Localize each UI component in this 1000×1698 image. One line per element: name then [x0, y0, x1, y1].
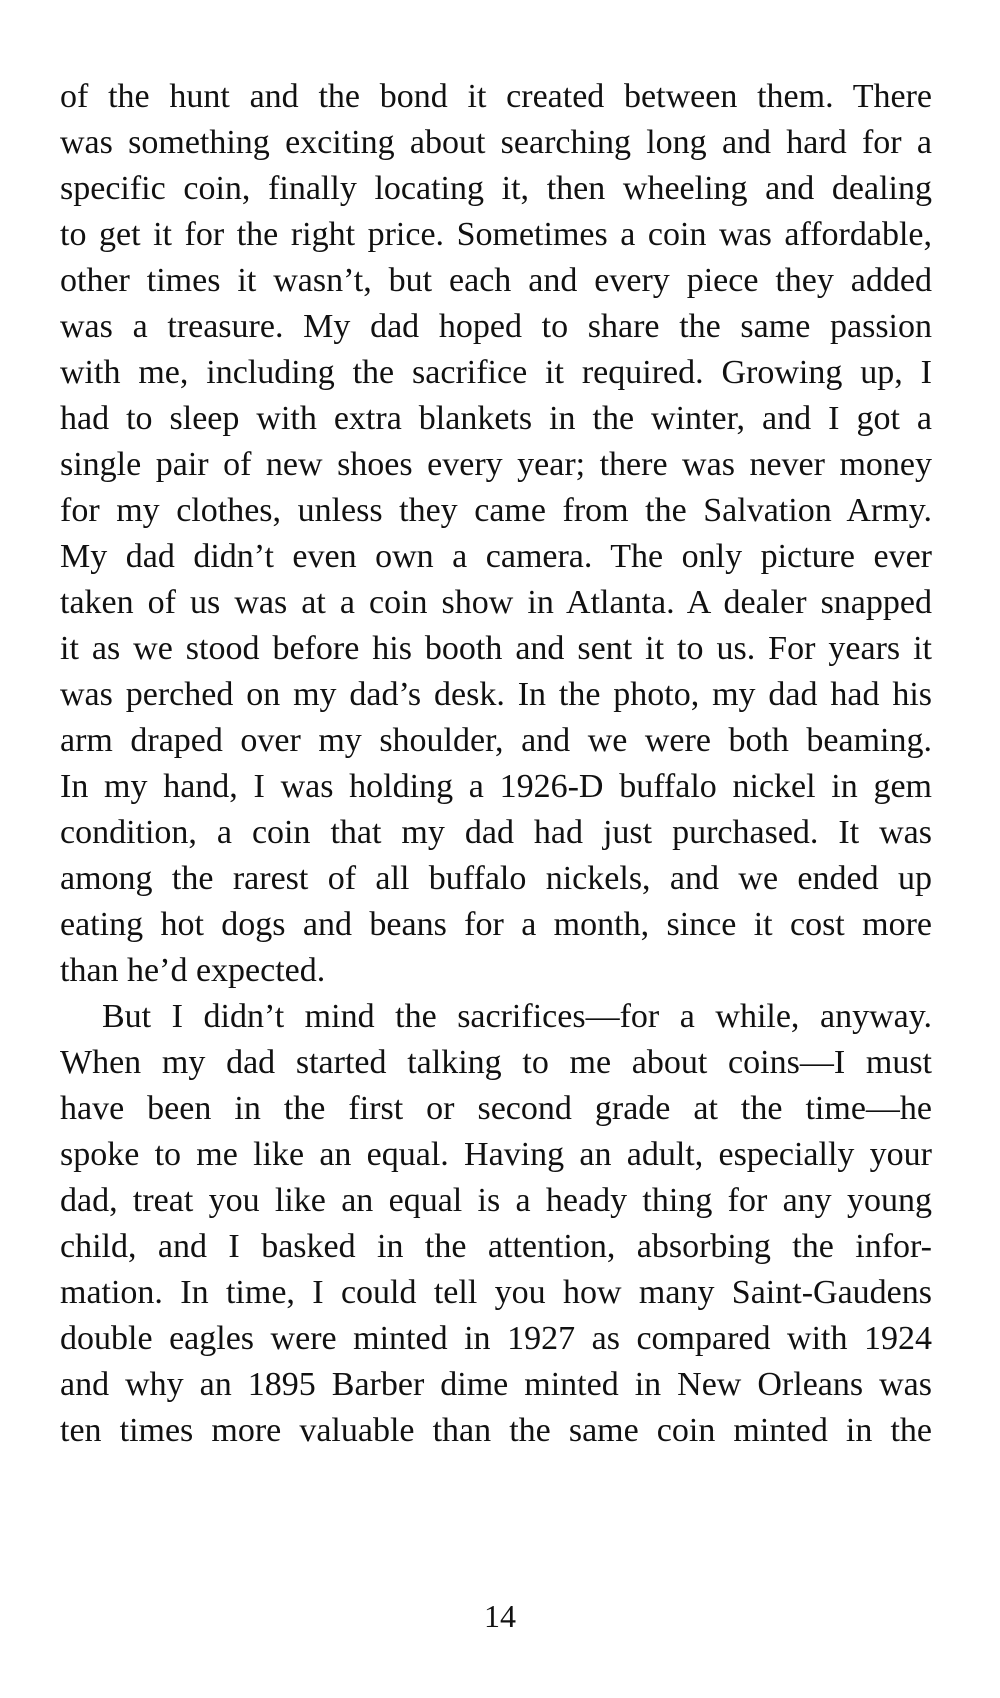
text-line: mation. In time, I could tell you how many Saint-Gaudens — [60, 1274, 932, 1311]
text-line: double eagles were minted in 1927 as compared with 1924 — [60, 1320, 932, 1357]
text-line: and why an 1895 Barber dime minted in New Orleans was — [60, 1366, 932, 1403]
text-line: was something exciting about searching long and hard for a — [60, 124, 932, 161]
text-line: have been in the first or second grade at the time—he — [60, 1090, 932, 1127]
text-line: ten times more valuable than the same coin minted in the — [60, 1412, 932, 1449]
text-line: to get it for the right price. Sometimes a coin was affordable, — [60, 216, 932, 253]
paragraph-1 — [60, 74, 932, 994]
text-line: spoke to me like an equal. Having an adult, especially your — [60, 1136, 932, 1173]
text-line: other times it wasn’t, but each and every piece they added — [60, 262, 932, 299]
paragraph-2 — [60, 994, 932, 1454]
text-line: condition, a coin that my dad had just purchased. It was — [60, 814, 932, 851]
text-line: for my clothes, unless they came from the Salvation Army. — [60, 492, 932, 529]
text-line: But I didn’t mind the sacrifices—for a while, anyway. — [102, 998, 932, 1035]
text-line: arm draped over my shoulder, and we were both beaming. — [60, 722, 932, 759]
text-line: among the rarest of all buffalo nickels, and we ended up — [60, 860, 932, 897]
text-line: In my hand, I was holding a 1926-D buffalo nickel in gem — [60, 768, 932, 805]
text-line: eating hot dogs and beans for a month, since it cost more — [60, 906, 932, 943]
text-line: When my dad started talking to me about coins—I must — [60, 1044, 932, 1081]
text-line: specific coin, finally locating it, then wheeling and dealing — [60, 170, 932, 207]
text-line: with me, including the sacrifice it required. Growing up, I — [60, 354, 932, 391]
text-line: single pair of new shoes every year; there was never money — [60, 446, 932, 483]
text-line: child, and I basked in the attention, absorbing the infor- — [60, 1228, 932, 1265]
text-line: had to sleep with extra blankets in the winter, and I got a — [60, 400, 932, 437]
text-line: taken of us was at a coin show in Atlanta. A dealer snapped — [60, 584, 932, 621]
text-line: of the hunt and the bond it created between them. There — [60, 78, 932, 115]
text-line: was perched on my dad’s desk. In the photo, my dad had his — [60, 676, 932, 713]
page-number: 14 — [484, 1598, 516, 1634]
text-line: was a treasure. My dad hoped to share the same passion — [60, 308, 932, 345]
text-line: it as we stood before his booth and sent it to us. For years it — [60, 630, 932, 667]
text-line: than he’d expected. — [60, 952, 326, 989]
text-line: My dad didn’t even own a camera. The only picture ever — [60, 538, 932, 575]
body-text — [60, 74, 932, 1454]
text-line: dad, treat you like an equal is a heady thing for any young — [60, 1182, 932, 1219]
